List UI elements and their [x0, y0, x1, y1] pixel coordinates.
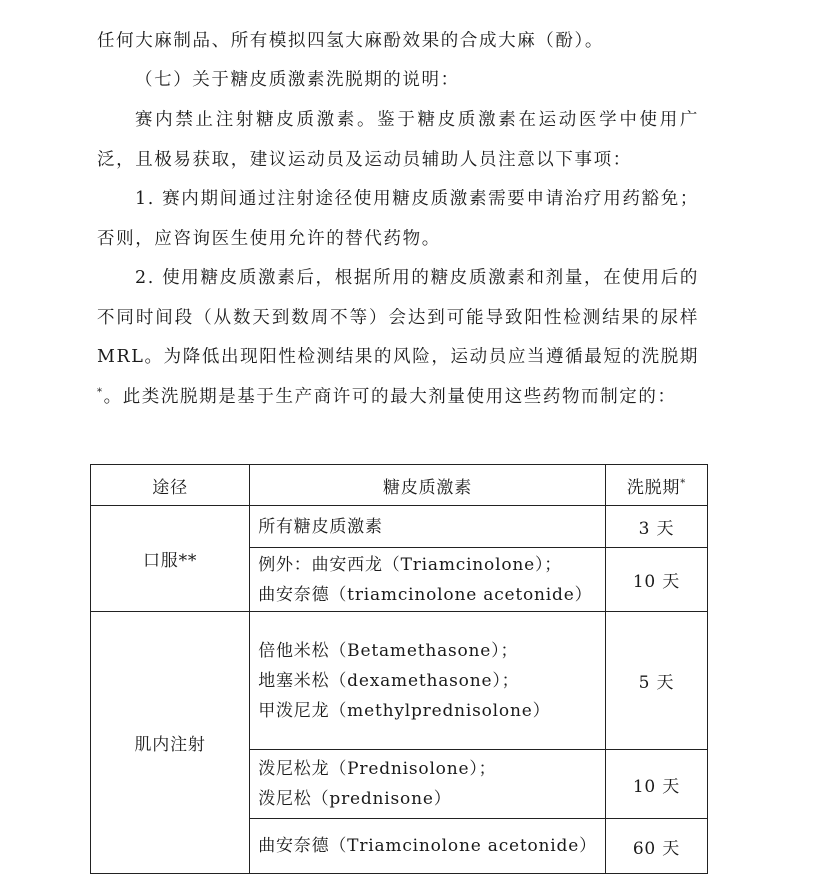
header-washout	[605, 465, 707, 506]
glucocorticoid-cell	[250, 819, 606, 874]
table-header-row	[91, 465, 708, 506]
route-cell-intramuscular: 肌内注射	[91, 612, 250, 874]
glucocorticoid-cell	[250, 750, 606, 819]
item-2-text-before: 2. 使用糖皮质激素后，根据所用的糖皮质激素和剂量，在使用后的不同时间段（从数天到数周不等）会达到可能导致阳性检测结果的尿样 MRL。为降低出现阳性检测结果的风险，运动员应当遵循最短的洗脱期	[97, 268, 699, 367]
washout-cell: 3 天	[605, 506, 707, 548]
glucocorticoid-cell	[250, 612, 606, 750]
glucocorticoid-line: 泼尼松龙（Prednisolone）；	[258, 759, 497, 779]
washout-cell: 10 天	[605, 548, 707, 612]
glucocorticoid-line: 甲泼尼龙（methylprednisolone）	[258, 700, 551, 721]
header-footnote-mark: *	[680, 477, 687, 489]
washout-cell: 60 天	[605, 819, 707, 874]
glucocorticoid-line: 曲安奈德（Triamcinolone acetonide）	[258, 836, 597, 856]
glucocorticoid-line: 泼尼松（prednisone）	[258, 789, 452, 809]
continuation-paragraph: 任何大麻制品、所有模拟四氢大麻酚效果的合成大麻（酚）。	[97, 31, 604, 51]
washout-cell: 5 天	[605, 612, 707, 750]
table-row	[91, 612, 708, 750]
header-route: 途径	[91, 465, 250, 506]
route-cell-oral: 口服**	[91, 506, 250, 612]
item-2-text-after: 。此类洗脱期是基于生产商许可的最大剂量使用这些药物而制定的：	[103, 386, 677, 407]
glucocorticoid-cell	[250, 506, 606, 548]
header-washout-label: 洗脱期	[626, 477, 681, 498]
glucocorticoid-line: 倍他米松（Betamethasone）；	[258, 640, 519, 661]
washout-cell: 10 天	[605, 750, 707, 819]
table-row	[91, 506, 708, 548]
item-2-paragraph	[97, 259, 699, 417]
footnote-mark: *	[97, 386, 104, 398]
item-1-paragraph: 1. 赛内期间通过注射途径使用糖皮质激素需要申请治疗用药豁免；否则，应咨询医生使用允许的替代药物。	[97, 189, 699, 249]
glucocorticoid-line: 例外：曲安西龙（Triamcinolone）；	[258, 554, 563, 575]
glucocorticoid-line: 曲安奈德（triamcinolone acetonide）	[258, 584, 593, 605]
washout-table	[90, 464, 708, 874]
section-heading: （七）关于糖皮质激素洗脱期的说明：	[135, 70, 460, 90]
glucocorticoid-cell	[250, 548, 606, 612]
intro-paragraph: 赛内禁止注射糖皮质激素。鉴于糖皮质激素在运动医学中使用广泛，且极易获取，建议运动员及运动员辅助人员注意以下事项：	[97, 110, 699, 170]
glucocorticoid-line: 所有糖皮质激素	[258, 516, 383, 537]
glucocorticoid-line: 地塞米松（dexamethasone）；	[258, 670, 520, 691]
header-glucocorticoid: 糖皮质激素	[250, 465, 606, 506]
